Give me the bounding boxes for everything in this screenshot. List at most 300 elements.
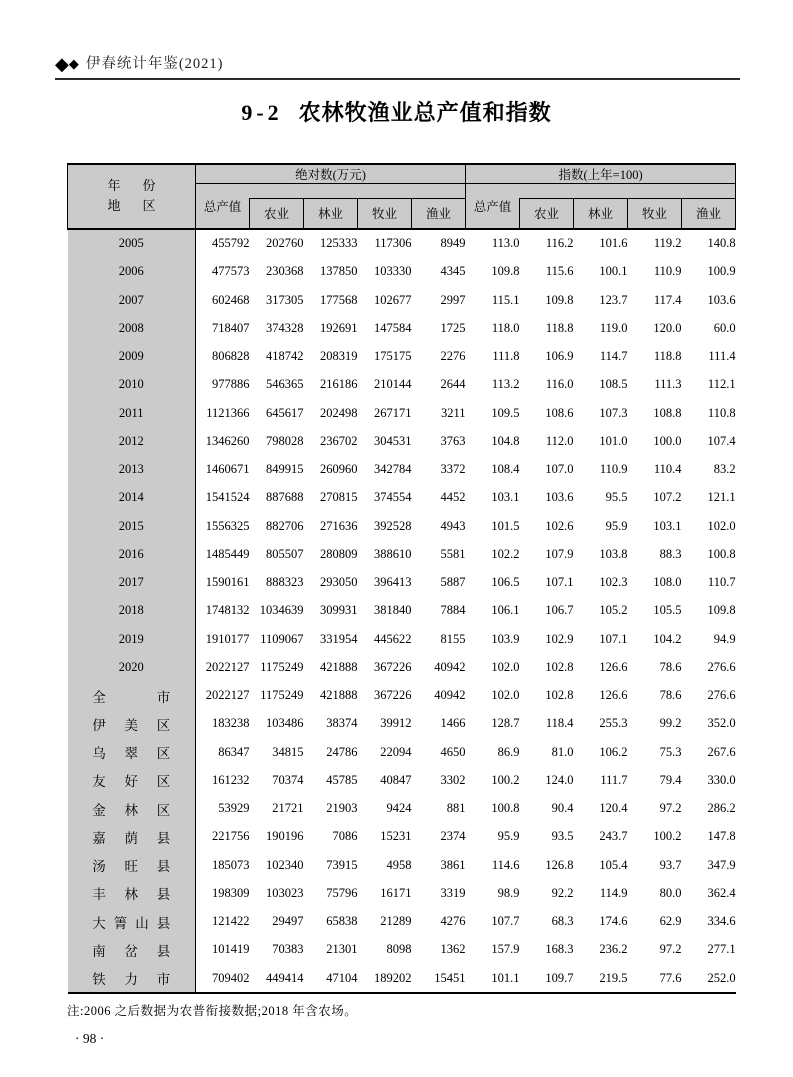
col-header-fishery-abs: 渔业: [412, 199, 466, 229]
cell-value: 103023: [266, 885, 304, 900]
col-header-forestry-idx: 林业: [574, 199, 628, 229]
corner-line-region: 地 区: [107, 198, 156, 214]
cell-value: 95.9: [605, 518, 628, 533]
cell-value: 115.1: [491, 292, 520, 307]
row-label: 2005: [68, 229, 196, 258]
cell-value: 100.8: [707, 546, 736, 561]
table-row: [68, 258, 736, 286]
cell-value: 2022127: [205, 659, 250, 674]
cell-value: 100.8: [491, 801, 520, 816]
cell-value: 2276: [440, 349, 466, 364]
cell-value: 362.4: [707, 885, 736, 900]
cell-value: 2374: [440, 829, 466, 844]
cell-value: 7086: [332, 829, 358, 844]
cell-value: 118.4: [545, 716, 574, 731]
cell-value: 101.1: [466, 964, 520, 993]
row-label: 金林区: [68, 795, 196, 823]
cell-value: 8098: [386, 942, 412, 957]
cell-value: 1121366: [206, 405, 250, 420]
cell-value: 102.0: [491, 688, 520, 703]
cell-value: 174.6: [599, 914, 628, 929]
col-header-husbandry-abs: 牧业: [358, 199, 412, 229]
cell-value: 24786: [326, 744, 358, 759]
cell-value: 73915: [326, 857, 358, 872]
cell-value: 546365: [266, 377, 304, 392]
cell-value: 90.4: [551, 801, 574, 816]
cell-value: 103.9: [491, 631, 520, 646]
cell-value: 276.6: [707, 659, 736, 674]
row-label: 大箐山县: [68, 908, 196, 936]
cell-value: 177568: [320, 292, 358, 307]
cell-value: 106.9: [545, 349, 574, 364]
cell-value: 230368: [266, 264, 304, 279]
cell-value: 92.2: [551, 885, 574, 900]
cell-value: 105.4: [599, 857, 628, 872]
table-row: [68, 908, 736, 936]
cell-value: 280809: [320, 546, 358, 561]
row-label: 2012: [68, 427, 196, 455]
cell-value: 255.3: [599, 716, 628, 731]
row-label: 2010: [68, 371, 196, 399]
cell-value: 109.8: [545, 292, 574, 307]
cell-value: 1466: [440, 716, 466, 731]
cell-value: 3861: [440, 857, 466, 872]
cell-value: 1725: [440, 320, 466, 335]
cell-value: 116.0: [545, 377, 574, 392]
cell-value: 4650: [440, 744, 466, 759]
col-header-agriculture-idx: 农业: [520, 199, 574, 229]
cell-value: 98.9: [497, 885, 520, 900]
cell-value: 113.0: [491, 236, 520, 251]
cell-value: 15451: [412, 964, 466, 993]
cell-value: 110.8: [707, 405, 736, 420]
cell-value: 126.6: [599, 659, 628, 674]
cell-value: 1362: [440, 942, 466, 957]
cell-value: 2997: [440, 292, 466, 307]
group-header-absolute: 绝对数(万元): [196, 164, 466, 184]
cell-value: 347.9: [707, 857, 736, 872]
yearbook-title: 伊春统计年鉴(2021): [85, 56, 224, 72]
table-title: 农林牧渔业总产值和指数: [298, 100, 552, 125]
cell-value: 108.6: [545, 405, 574, 420]
cell-value: 102.3: [599, 575, 628, 590]
cell-value: 106.5: [491, 575, 520, 590]
cell-value: 602468: [212, 292, 250, 307]
cell-value: 168.3: [545, 942, 574, 957]
cell-value: 40847: [380, 772, 412, 787]
cell-value: 4276: [440, 914, 466, 929]
data-table-wrap: [67, 163, 736, 994]
cell-value: 1460671: [205, 462, 250, 477]
cell-value: 271636: [320, 518, 358, 533]
cell-value: 107.0: [545, 462, 574, 477]
cell-value: 330.0: [707, 772, 736, 787]
cell-value: 161232: [212, 772, 250, 787]
cell-value: 367226: [374, 659, 412, 674]
table-row: [68, 427, 736, 455]
cell-value: 102.9: [545, 631, 574, 646]
cell-value: 94.9: [713, 631, 736, 646]
cell-value: 102.0: [491, 659, 520, 674]
cell-value: 95.5: [605, 490, 628, 505]
cell-value: 126.8: [545, 857, 574, 872]
cell-value: 5887: [440, 575, 466, 590]
cell-value: 53929: [218, 801, 250, 816]
cell-value: 421888: [320, 659, 358, 674]
cell-value: 113.2: [491, 377, 520, 392]
row-label: 2018: [68, 597, 196, 625]
row-label: 2009: [68, 343, 196, 371]
col-header-fishery-idx: 渔业: [682, 199, 736, 229]
group-header-index: 指数(上年=100): [466, 164, 736, 184]
cell-value: 8949: [440, 236, 466, 251]
cell-value: 102.8: [545, 659, 574, 674]
cell-value: 267171: [374, 405, 412, 420]
cell-value: 107.9: [545, 546, 574, 561]
cell-value: 881: [446, 801, 466, 816]
cell-value: 107.2: [653, 490, 682, 505]
cell-value: 103.6: [545, 490, 574, 505]
cell-value: 147584: [374, 320, 412, 335]
cell-value: 219.5: [574, 964, 628, 993]
cell-value: 317305: [266, 292, 304, 307]
table-row: [68, 484, 736, 512]
row-label: 汤旺县: [68, 851, 196, 879]
cell-value: 334.6: [707, 914, 736, 929]
cell-value: 645617: [266, 405, 304, 420]
cell-value: 374328: [266, 320, 304, 335]
cell-value: 3372: [440, 462, 466, 477]
cell-value: 3211: [440, 405, 466, 420]
cell-value: 100.1: [599, 264, 628, 279]
cell-value: 977886: [212, 377, 250, 392]
cell-value: 108.4: [491, 462, 520, 477]
table-row: [68, 682, 736, 710]
table-row: [68, 569, 736, 597]
cell-value: 277.1: [707, 942, 736, 957]
cell-value: 236702: [320, 433, 358, 448]
cell-value: 4452: [440, 490, 466, 505]
cell-value: 47104: [304, 964, 358, 993]
cell-value: 128.7: [491, 716, 520, 731]
cell-value: 4345: [440, 264, 466, 279]
cell-value: 1034639: [259, 603, 304, 618]
col-header-forestry-abs: 林业: [304, 199, 358, 229]
table-header: [68, 164, 736, 229]
cell-value: 93.7: [659, 857, 682, 872]
cell-value: 421888: [320, 688, 358, 703]
cell-value: 260960: [320, 462, 358, 477]
col-header-total-abs: 总产值: [196, 184, 250, 229]
cell-value: 99.2: [659, 716, 682, 731]
cell-value: 208319: [320, 349, 358, 364]
cell-value: 100.2: [653, 829, 682, 844]
cell-value: 114.9: [599, 885, 628, 900]
cell-value: 309931: [320, 603, 358, 618]
cell-value: 21721: [272, 801, 304, 816]
cell-value: 286.2: [707, 801, 736, 816]
row-label: 2014: [68, 484, 196, 512]
cell-value: 108.8: [653, 405, 682, 420]
cell-value: 100.2: [491, 772, 520, 787]
cell-value: 93.5: [551, 829, 574, 844]
cell-value: 445622: [374, 631, 412, 646]
row-label: 2007: [68, 286, 196, 314]
cell-value: 119.2: [653, 236, 682, 251]
cell-value: 352.0: [707, 716, 736, 731]
cell-value: 115.6: [545, 264, 574, 279]
cell-value: 147.8: [707, 829, 736, 844]
row-label: 2017: [68, 569, 196, 597]
cell-value: 888323: [266, 575, 304, 590]
table-row: [68, 371, 736, 399]
cell-value: 120.4: [599, 801, 628, 816]
cell-value: 109.7: [520, 964, 574, 993]
cell-value: 103.8: [599, 546, 628, 561]
cell-value: 100.9: [707, 264, 736, 279]
table-body: [68, 229, 736, 994]
cell-value: 806828: [212, 349, 250, 364]
cell-value: 1556325: [205, 518, 250, 533]
table-row: [68, 456, 736, 484]
cell-value: 882706: [266, 518, 304, 533]
cell-value: 78.6: [659, 659, 682, 674]
table-row: [68, 540, 736, 568]
table-row: [68, 399, 736, 427]
cell-value: 111.3: [654, 377, 682, 392]
cell-value: 104.2: [653, 631, 682, 646]
cell-value: 106.1: [491, 603, 520, 618]
table-row: [68, 229, 736, 258]
cell-value: 29497: [272, 914, 304, 929]
cell-value: 103.1: [491, 490, 520, 505]
cell-value: 140.8: [707, 236, 736, 251]
table-row: [68, 936, 736, 964]
cell-value: 198309: [212, 885, 250, 900]
row-label: 2015: [68, 512, 196, 540]
table-row: [68, 738, 736, 766]
table-number: 9-2: [241, 100, 283, 125]
cell-value: 276.6: [707, 688, 736, 703]
cell-value: 111.4: [708, 349, 736, 364]
cell-value: 116.2: [545, 236, 574, 251]
cell-value: 40942: [434, 688, 466, 703]
cell-value: 88.3: [659, 546, 682, 561]
cell-value: 798028: [266, 433, 304, 448]
cell-value: 2022127: [205, 688, 250, 703]
cell-value: 103330: [374, 264, 412, 279]
cell-value: 1748132: [205, 603, 250, 618]
cell-value: 108.5: [599, 377, 628, 392]
cell-value: 100.0: [653, 433, 682, 448]
cell-value: 21289: [380, 914, 412, 929]
cell-value: 4958: [386, 857, 412, 872]
cell-value: 78.6: [659, 688, 682, 703]
cell-value: 367226: [374, 688, 412, 703]
cell-value: 374554: [374, 490, 412, 505]
cell-value: 70374: [272, 772, 304, 787]
cell-value: 1346260: [205, 433, 250, 448]
cell-value: 455792: [212, 236, 250, 251]
cell-value: 60.0: [713, 320, 736, 335]
cell-value: 22094: [380, 744, 412, 759]
cell-value: 112.0: [545, 433, 574, 448]
row-label: 伊美区: [68, 710, 196, 738]
cell-value: 101.6: [599, 236, 628, 251]
cell-value: 106.2: [599, 744, 628, 759]
cell-value: 396413: [374, 575, 412, 590]
table-row: [68, 343, 736, 371]
cell-value: 267.6: [707, 744, 736, 759]
cell-value: 3763: [440, 433, 466, 448]
cell-value: 102.6: [545, 518, 574, 533]
cell-value: 111.8: [492, 349, 520, 364]
cell-value: 477573: [212, 264, 250, 279]
row-label: 友好区: [68, 766, 196, 794]
cell-value: 1485449: [205, 546, 250, 561]
cell-value: 77.6: [628, 964, 682, 993]
cell-value: 392528: [374, 518, 412, 533]
cell-value: 202760: [266, 236, 304, 251]
cell-value: 202498: [320, 405, 358, 420]
table-row: [68, 512, 736, 540]
row-label: 2013: [68, 456, 196, 484]
table-row: [68, 314, 736, 342]
cell-value: 4943: [440, 518, 466, 533]
cell-value: 75.3: [659, 744, 682, 759]
cell-value: 97.2: [659, 942, 682, 957]
page-title: [0, 96, 793, 127]
cell-value: 110.4: [653, 462, 682, 477]
cell-value: 1175249: [260, 688, 304, 703]
cell-value: 381840: [374, 603, 412, 618]
cell-value: 192691: [320, 320, 358, 335]
diamond-icon: ◆: [68, 56, 79, 71]
cell-value: 270815: [320, 490, 358, 505]
row-label: 2019: [68, 625, 196, 653]
table-row: [68, 710, 736, 738]
cell-value: 190196: [266, 829, 304, 844]
cell-value: 2644: [440, 377, 466, 392]
table-row: [68, 653, 736, 681]
cell-value: 718407: [212, 320, 250, 335]
cell-value: 112.1: [707, 377, 736, 392]
cell-value: 83.2: [713, 462, 736, 477]
cell-value: 21301: [326, 942, 358, 957]
cell-value: 1175249: [260, 659, 304, 674]
cell-value: 125333: [320, 236, 358, 251]
cell-value: 105.5: [653, 603, 682, 618]
cell-value: 39912: [380, 716, 412, 731]
cell-value: 123.7: [599, 292, 628, 307]
cell-value: 805507: [266, 546, 304, 561]
cell-value: 79.4: [659, 772, 682, 787]
row-label: 2016: [68, 540, 196, 568]
header-spacer: [250, 184, 466, 199]
row-label: 嘉荫县: [68, 823, 196, 851]
cell-value: 45785: [326, 772, 358, 787]
cell-value: 709402: [196, 964, 250, 993]
cell-value: 137850: [320, 264, 358, 279]
cell-value: 1590161: [205, 575, 250, 590]
cell-value: 117306: [374, 236, 412, 251]
cell-value: 62.9: [659, 914, 682, 929]
cell-value: 252.0: [682, 964, 736, 993]
cell-value: 418742: [266, 349, 304, 364]
table-row: [68, 879, 736, 907]
page-number: · 98 ·: [75, 1031, 105, 1046]
cell-value: 65838: [326, 914, 358, 929]
cell-value: 342784: [374, 462, 412, 477]
cell-value: 236.2: [599, 942, 628, 957]
cell-value: 107.1: [545, 575, 574, 590]
cell-value: 109.8: [707, 603, 736, 618]
cell-value: 21903: [326, 801, 358, 816]
cell-value: 221756: [212, 829, 250, 844]
corner-header: [68, 164, 196, 229]
cell-value: 121422: [212, 914, 250, 929]
cell-value: 183238: [212, 716, 250, 731]
cell-value: 210144: [374, 377, 412, 392]
cell-value: 38374: [326, 716, 358, 731]
cell-value: 189202: [358, 964, 412, 993]
brand-bar: [55, 52, 740, 80]
cell-value: 110.9: [599, 462, 628, 477]
table-row: [68, 597, 736, 625]
cell-value: 97.2: [659, 801, 682, 816]
cell-value: 80.0: [659, 885, 682, 900]
cell-value: 449414: [250, 964, 304, 993]
cell-value: 86347: [218, 744, 250, 759]
table-row: [68, 625, 736, 653]
cell-value: 7884: [440, 603, 466, 618]
cell-value: 157.9: [491, 942, 520, 957]
table-row: [68, 286, 736, 314]
cell-value: 119.0: [599, 320, 628, 335]
cell-value: 103.1: [653, 518, 682, 533]
cell-value: 34815: [272, 744, 304, 759]
row-label: 2006: [68, 258, 196, 286]
cell-value: 86.9: [497, 744, 520, 759]
cell-value: 70383: [272, 942, 304, 957]
cell-value: 104.8: [491, 433, 520, 448]
cell-value: 887688: [266, 490, 304, 505]
cell-value: 216186: [320, 377, 358, 392]
cell-value: 114.7: [599, 349, 628, 364]
cell-value: 120.0: [653, 320, 682, 335]
cell-value: 109.8: [491, 264, 520, 279]
cell-value: 75796: [326, 885, 358, 900]
col-header-agriculture-abs: 农业: [250, 199, 304, 229]
cell-value: 185073: [212, 857, 250, 872]
cell-value: 117.4: [653, 292, 682, 307]
table-row: [68, 851, 736, 879]
diamond-icon: ◆: [55, 54, 69, 74]
cell-value: 1541524: [205, 490, 250, 505]
cell-value: 9424: [386, 801, 412, 816]
cell-value: 102340: [266, 857, 304, 872]
cell-value: 8155: [440, 631, 466, 646]
cell-value: 849915: [266, 462, 304, 477]
row-label: 丰林县: [68, 879, 196, 907]
cell-value: 107.7: [491, 914, 520, 929]
cell-value: 102.0: [707, 518, 736, 533]
cell-value: 388610: [374, 546, 412, 561]
cell-value: 108.0: [653, 575, 682, 590]
row-label: 乌翠区: [68, 738, 196, 766]
cell-value: 106.7: [545, 603, 574, 618]
cell-value: 101419: [212, 942, 250, 957]
